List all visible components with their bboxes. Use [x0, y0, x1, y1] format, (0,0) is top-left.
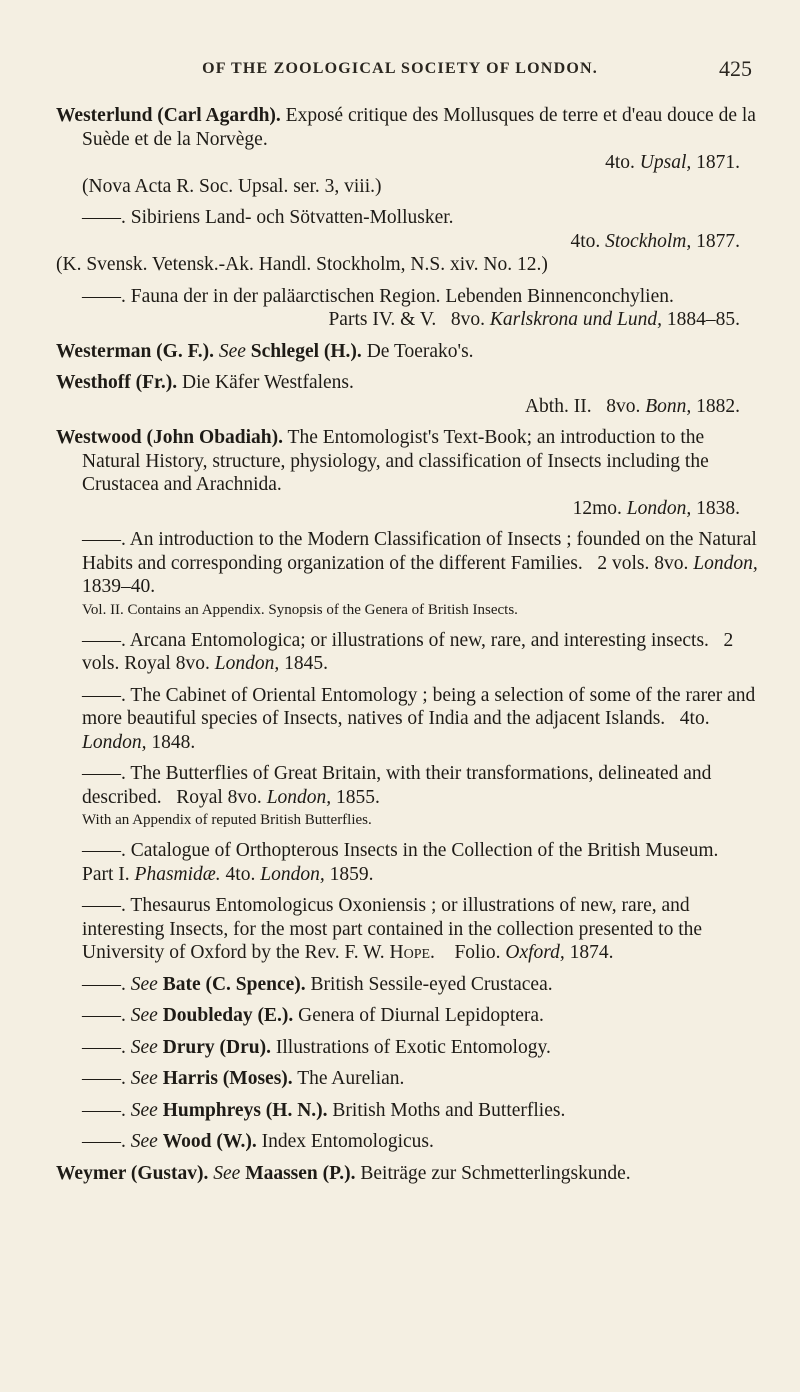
imprint-year: 1882. [696, 395, 740, 417]
imprint-year: 1848. [151, 731, 196, 753]
see-reference [56, 1036, 762, 1060]
imprint-year: 1845. [284, 653, 328, 674]
entry-westwood [56, 426, 762, 497]
entry-westwood-thesaurus [56, 894, 762, 965]
entry-note: Vol. II. Contains an Appendix. Synopsis of the Genera of British Insects. [82, 601, 518, 618]
imprint-place: London, [693, 552, 758, 574]
imprint-place: London, [266, 786, 332, 808]
imprint-line [56, 395, 762, 419]
imprint-line [56, 308, 762, 332]
imprint-place: London, [260, 863, 325, 885]
imprint-line [56, 497, 762, 521]
imprint-place: Karlskrona und Lund, [489, 309, 662, 330]
imprint-place: Upsal, [639, 152, 692, 173]
imprint-place: Stockholm, [605, 230, 692, 252]
work-title: The Butterflies of Great Britain, with their transformations, delineated and described. [82, 763, 712, 808]
imprint-parts: Part I. [82, 863, 130, 885]
see-label: See [130, 1005, 158, 1026]
work-title: Exposé critique des Mollusques de terre et d'eau douce de la Suède et de la Norvège. [82, 105, 756, 150]
see-reference [56, 1067, 762, 1091]
entry-westerlund [56, 104, 762, 151]
imprint-format: Folio. [454, 942, 501, 963]
ditto-dash: ——. [82, 285, 126, 307]
imprint-place: London, [214, 653, 280, 674]
ditto-dash: ——. [82, 207, 126, 228]
series-note: (Nova Acta R. Soc. Upsal. ser. 3, viii.) [82, 175, 382, 197]
imprint-format: 2 vols. Royal 8vo. [82, 629, 734, 674]
imprint-parts: Abth. II. [524, 395, 592, 417]
entry-note: With an Appendix of reputed British Butterflies. [82, 812, 372, 828]
bibliography-entries [56, 104, 762, 1185]
ditto-dash: ——. [82, 763, 126, 784]
imprint-format: 12mo. [572, 497, 622, 519]
imprint-format: 4to. [679, 708, 710, 729]
work-title: An introduction to the Modern Classification of Insects ; founded on the Natural Habits and corresponding organization of the different Families. [82, 529, 757, 574]
page-number: 425 [719, 56, 752, 81]
ditto-dash: ——. [82, 1036, 126, 1058]
work-title: British Sessile-eyed Crustacea. [310, 973, 553, 995]
imprint-format: 4to. [225, 863, 256, 885]
author-name: Westwood (John Obadiah). [56, 427, 284, 448]
entry-weymer [56, 1162, 762, 1186]
work-title: Sibiriens Land- och Sötvatten-Mollusker. [130, 207, 454, 228]
imprint-place: Bonn, [645, 395, 692, 417]
see-label: See [130, 1036, 158, 1058]
entry-westwood-butterflies [56, 762, 762, 809]
ditto-dash: ——. [82, 629, 126, 651]
work-title: The Aurelian. [297, 1068, 405, 1089]
work-title: Genera of Diurnal Lepidoptera. [298, 1005, 544, 1026]
work-title: Illustrations of Exotic Entomology. [275, 1036, 551, 1058]
entry-westerlund-sub1 [56, 206, 762, 230]
ditto-dash: ——. [82, 1099, 126, 1121]
ditto-dash: ——. [82, 1068, 126, 1089]
see-reference [56, 973, 762, 997]
cross-reference: Maassen (P.). [245, 1162, 356, 1184]
imprint-place: London, [626, 497, 692, 519]
work-title: Beiträge zur Schmetterlingskunde. [360, 1162, 631, 1184]
entry-westwood-cabinet [56, 684, 762, 755]
work-title: Thesaurus Entomologicus Oxoniensis ; or illustrations of new, rare, and interesting Insects, for the most part contained in the collection presented to the University of Oxford by the Rev. F. W. [82, 895, 703, 963]
imprint-year: 1838. [696, 497, 740, 519]
imprint-year: 1871. [696, 152, 740, 173]
imprint-parts: Parts IV. & V. [328, 309, 437, 330]
cross-reference: Bate (C. Spence). [162, 973, 306, 995]
imprint-format: 2 vols. 8vo. [597, 552, 689, 574]
author-name: Westerman (G. F.). [56, 340, 214, 362]
imprint-format: 4to. [570, 230, 601, 252]
imprint-year: 1859. [329, 863, 374, 885]
ditto-dash: ——. [82, 529, 126, 550]
entry-westwood-orthoptera [56, 839, 762, 886]
ditto-dash: ——. [82, 684, 126, 706]
work-title: Catalogue of Orthopterous Insects in the Collection of the British Museum. [130, 840, 719, 861]
work-title: The Cabinet of Oriental Entomology ; being a selection of some of the rarer and more beautiful species of Insects, natives of India and the adjacent Islands. [82, 684, 756, 729]
imprint-format: Royal 8vo. [176, 786, 262, 808]
work-title: British Moths and Butterflies. [332, 1099, 566, 1121]
entry-westwood-arcana [56, 629, 762, 676]
imprint-line [56, 230, 762, 254]
cross-reference: Doubleday (E.). [162, 1005, 294, 1026]
imprint-format: 8vo. [450, 309, 486, 330]
work-title: Arcana Entomologica; or illustrations of new, rare, and interesting insects. [129, 629, 709, 651]
see-label: See [213, 1162, 241, 1184]
page-header [0, 56, 800, 90]
imprint-place: Oxford, [505, 942, 565, 963]
see-label: See [130, 1131, 158, 1152]
see-label: See [130, 1099, 158, 1121]
author-name: Westhoff (Fr.). [56, 372, 178, 393]
imprint-format: 8vo. [606, 395, 641, 417]
ditto-dash: ——. [82, 895, 126, 916]
see-reference [56, 1130, 762, 1154]
imprint-year: 1839–40. [82, 576, 156, 597]
see-label: See [130, 1068, 158, 1089]
see-label: See [130, 973, 158, 995]
cross-reference: Humphreys (H. N.). [162, 1099, 328, 1121]
imprint-year: 1877. [696, 230, 740, 252]
imprint-place: London, [82, 731, 147, 753]
see-label: See [218, 340, 246, 362]
donor-name: Hope. [389, 942, 435, 963]
imprint-year: 1884–85. [666, 309, 740, 330]
entry-westerman [56, 340, 762, 364]
work-title: De Toerako's. [366, 340, 474, 362]
series-note: (K. Svensk. Vetensk.-Ak. Handl. Stockholm, N.S. xiv. No. 12.) [56, 254, 548, 275]
cross-reference: Harris (Moses). [162, 1068, 293, 1089]
ditto-dash: ——. [82, 973, 126, 995]
work-title: Fauna der in der paläarctischen Region. Lebenden Binnenconchylien. [130, 285, 674, 307]
see-reference [56, 1099, 762, 1123]
author-name: Westerlund (Carl Agardh). [56, 105, 281, 126]
ditto-dash: ——. [82, 1131, 126, 1152]
entry-westerlund-sub2 [56, 285, 762, 309]
imprint-year: 1874. [569, 942, 614, 963]
ditto-dash: ——. [82, 840, 126, 861]
cross-reference: Schlegel (H.). [250, 340, 362, 362]
author-name: Weymer (Gustav). [56, 1162, 209, 1184]
entry-westwood-modern-classification [56, 528, 762, 599]
work-title: Die Käfer Westfalens. [182, 372, 354, 393]
cross-reference: Drury (Dru). [162, 1036, 271, 1058]
entry-westhoff [56, 371, 762, 395]
ditto-dash: ——. [82, 1005, 126, 1026]
cross-reference: Wood (W.). [162, 1131, 257, 1152]
part-subject: Phasmidæ. [134, 863, 221, 885]
imprint-year: 1855. [336, 786, 380, 808]
imprint-line [56, 151, 762, 175]
work-title: Index Entomologicus. [261, 1131, 434, 1152]
see-reference [56, 1004, 762, 1028]
running-head: OF THE ZOOLOGICAL SOCIETY OF LONDON. [202, 60, 598, 77]
imprint-format: 4to. [605, 152, 635, 173]
work-title: The Entomologist's Text-Book; an introduction to the Natural History, structure, physiology, and classification of Insects including the Crustacea and Arachnida. [82, 427, 709, 495]
